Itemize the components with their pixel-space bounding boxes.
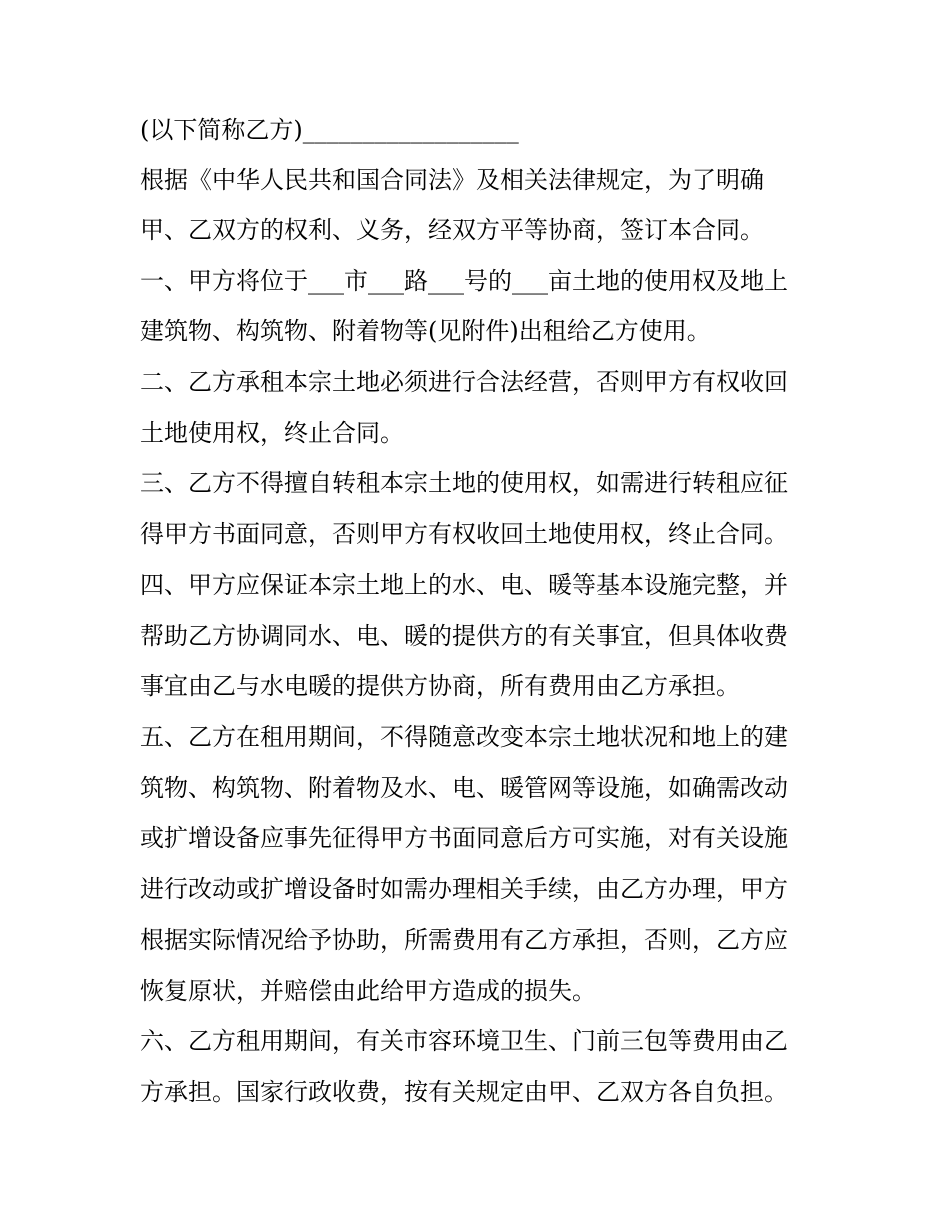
text-line-4: 一、甲方将位于___市___路___号的___亩土地的使用权及地上 <box>140 267 788 295</box>
text-line-19: 六、乙方租用期间，有关市容环境卫生、门前三包等费用由乙 <box>140 1027 788 1055</box>
text-line-8: 三、乙方不得擅自转租本宗土地的使用权，如需进行转租应征 <box>140 469 788 497</box>
text-line-1: (以下简称乙方)__________________ <box>140 116 519 144</box>
text-line-12: 事宜由乙与水电暖的提供方协商，所有费用由乙方承担。 <box>140 672 740 700</box>
text-line-9: 得甲方书面同意，否则甲方有权收回土地使用权，终止合同。 <box>140 520 788 548</box>
text-line-20: 方承担。国家行政收费，按有关规定由甲、乙双方各自负担。 <box>140 1078 788 1106</box>
text-line-11: 帮助乙方协调同水、电、暖的提供方的有关事宜，但具体收费 <box>140 622 788 650</box>
text-line-2: 根据《中华人民共和国合同法》及相关法律规定，为了明确 <box>140 166 764 194</box>
text-line-6: 二、乙方承租本宗土地必须进行合法经营，否则甲方有权收回 <box>140 368 788 396</box>
text-line-16: 进行改动或扩增设备时如需办理相关手续，由乙方办理，甲方 <box>140 875 788 903</box>
text-line-5: 建筑物、构筑物、附着物等(见附件)出租给乙方使用。 <box>140 317 711 345</box>
text-line-3: 甲、乙双方的权利、义务，经双方平等协商，签订本合同。 <box>140 216 764 244</box>
text-line-15: 或扩增设备应事先征得甲方书面同意后方可实施，对有关设施 <box>140 824 788 852</box>
text-line-17: 根据实际情况给予协助，所需费用有乙方承担，否则，乙方应 <box>140 926 788 954</box>
text-line-7: 土地使用权，终止合同。 <box>140 419 404 447</box>
text-line-18: 恢复原状，并赔偿由此给甲方造成的损失。 <box>140 977 596 1005</box>
text-line-13: 五、乙方在租用期间，不得随意改变本宗土地状况和地上的建 <box>140 723 788 751</box>
text-line-10: 四、甲方应保证本宗土地上的水、电、暖等基本设施完整，并 <box>140 571 788 599</box>
text-line-14: 筑物、构筑物、附着物及水、电、暖管网等设施，如确需改动 <box>140 774 788 802</box>
